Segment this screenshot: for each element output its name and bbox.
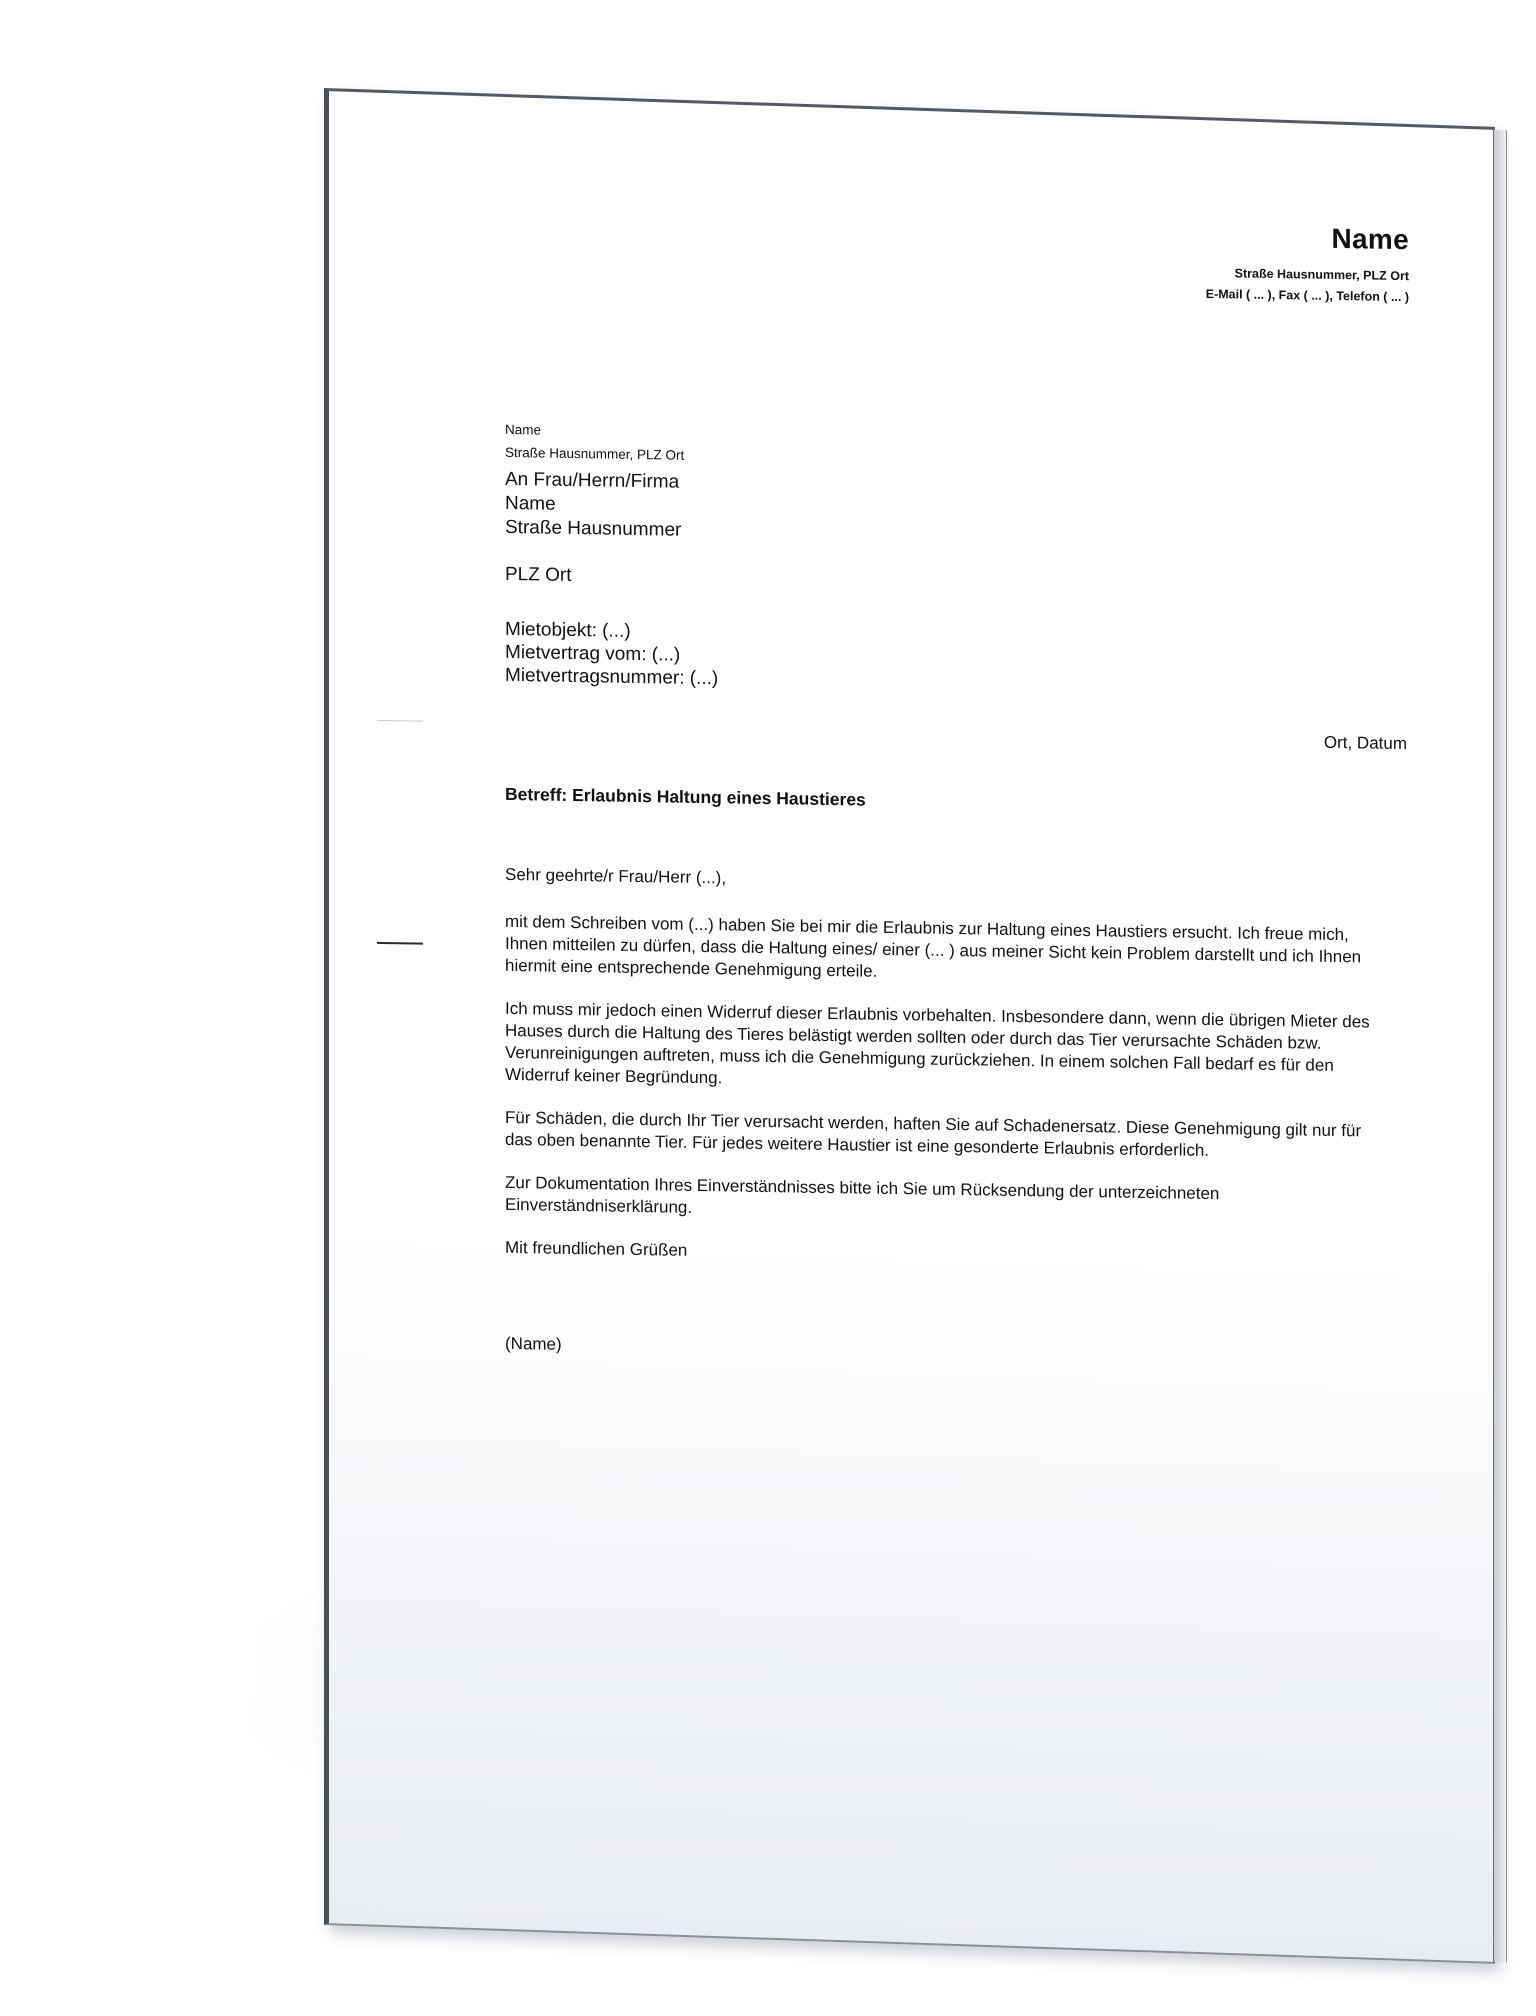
fold-mark [377, 720, 423, 722]
sender-address: Straße Hausnummer, PLZ Ort [505, 444, 685, 463]
rental-contract-date: Mietvertrag vom: (...) [505, 641, 681, 666]
body-paragraph: Für Schäden, die durch Ihr Tier verursacht werden, haften Sie auf Schadenersatz. Diese Genehmigung gilt nur für das oben benannte Tier. Für jedes weitere Haustier ist eine gesonderte Erlaubnis erforderlich. [505, 1107, 1362, 1160]
letter-content [329, 91, 1493, 1941]
rental-object: Mietobjekt: (...) [505, 618, 631, 642]
letter-date: Ort, Datum [1323, 732, 1407, 754]
letterhead-address: Straße Hausnummer, PLZ Ort [1234, 266, 1409, 284]
recipient-line-3: Straße Hausnummer [505, 516, 682, 541]
punch-mark [377, 942, 423, 945]
body-paragraph: Zur Dokumentation Ihres Einverständnisses bitte ich Sie um Rücksendung der unterzeichneten Einverständniserklärung. [505, 1172, 1220, 1217]
letterhead-contact: E-Mail ( ... ), Fax ( ... ), Telefon ( ... ) [1205, 286, 1409, 305]
recipient-address [505, 468, 681, 543]
sender-return-address [505, 418, 684, 467]
recipient-line-1: An Frau/Herrn/Firma [505, 468, 680, 493]
body-paragraph: mit dem Schreiben vom (...) haben Sie bei mir die Erlaubnis zur Haltung eines Haustiers ersucht. Ich freue mich, Ihnen mitteilen zu dürfen, dass die Haltung eines/ einer (... ) aus meiner Sicht kein Problem darstellt und ich Ihnen hiermit eine entsprechende Genehmigung erteile. [505, 911, 1362, 981]
rental-info [505, 618, 718, 690]
closing: Mit freundlichen Grüßen [505, 1237, 688, 1260]
recipient-city: PLZ Ort [505, 563, 572, 586]
sender-name: Name [505, 421, 542, 438]
letter-subject: Betreff: Erlaubnis Haltung eines Haustieres [505, 783, 866, 810]
salutation: Sehr geehrte/r Frau/Herr (...), [505, 864, 727, 888]
letterhead [1206, 221, 1409, 308]
letterhead-name: Name [1331, 222, 1409, 256]
signature: (Name) [505, 1333, 562, 1354]
letter-page [324, 88, 1495, 1964]
rental-contract-number: Mietvertragsnummer: (...) [505, 664, 719, 690]
body-paragraph: Ich muss mir jedoch einen Widerruf dieser Erlaubnis vorbehalten. Insbesondere dann, wenn die übrigen Mieter des Hauses durch die Haltung des Tieres belästigt werden sollten oder durch das Tier verursachte Schäden bzw. Verunreinigungen auftreten, muss ich die Genehmigung zurückziehen. In einem solchen Fall bedarf es für den Widerruf keiner Begründung. [505, 998, 1370, 1088]
letter-body [505, 864, 1385, 1390]
recipient-line-2: Name [505, 492, 556, 515]
